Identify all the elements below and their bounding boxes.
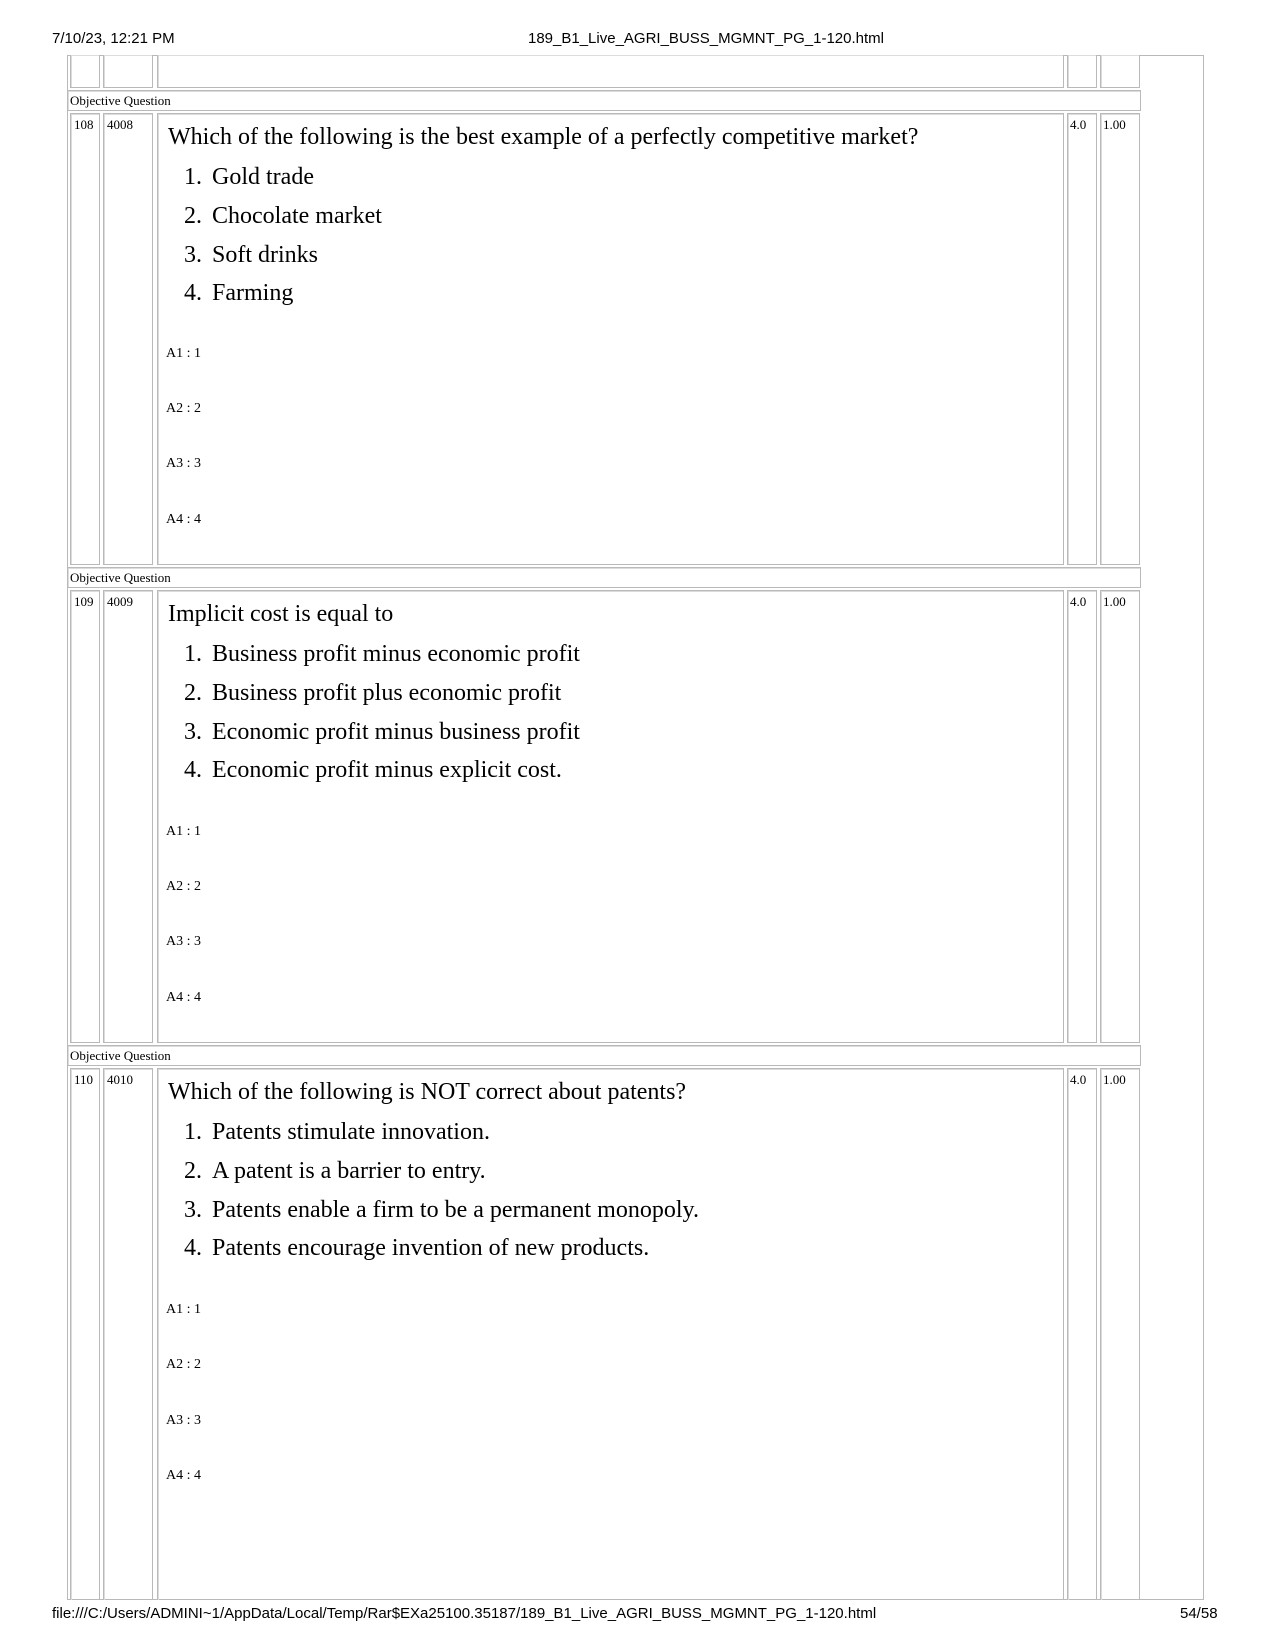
option-number: 1. (184, 1119, 202, 1145)
answer-key: A2 : 2 (166, 879, 201, 894)
question-marks: 4.0 (1070, 1072, 1087, 1087)
question-type-label: Objective Question (70, 93, 171, 108)
question-id: 4010 (107, 1072, 133, 1087)
question-stem: Implicit cost is equal to (168, 601, 394, 627)
print-datetime: 7/10/23, 12:21 PM (52, 30, 175, 47)
answer-key: A3 : 3 (166, 456, 201, 471)
qid-cell (103, 1068, 153, 1600)
option-number: 2. (184, 680, 202, 706)
question-id: 4008 (107, 117, 133, 132)
answer-key: A4 : 4 (166, 1468, 201, 1483)
negative-marks-cell (1100, 1068, 1140, 1600)
question-type-label: Objective Question (70, 1048, 171, 1063)
option-item (168, 757, 562, 784)
negative-marks: 1.00 (1103, 117, 1126, 132)
answer-key: A1 : 1 (166, 346, 201, 361)
option-number: 1. (184, 164, 202, 190)
option-text: Chocolate market (212, 203, 382, 229)
answer-key: A1 : 1 (166, 824, 201, 839)
option-item (168, 1235, 649, 1262)
option-number: 4. (184, 280, 202, 306)
question-marks: 4.0 (1070, 117, 1087, 132)
option-text: Economic profit minus business profit (212, 719, 580, 745)
question-content-cell (157, 590, 1064, 1043)
question-type-row (67, 1045, 1141, 1066)
answer-key: A3 : 3 (166, 1413, 201, 1428)
negative-marks-cell (1100, 113, 1140, 565)
marks-cell (1067, 1068, 1097, 1600)
option-number: 3. (184, 719, 202, 745)
option-item (168, 280, 293, 307)
option-number: 2. (184, 203, 202, 229)
question-content-cell (157, 1068, 1064, 1600)
option-text: Farming (212, 280, 294, 306)
option-text: Patents encourage invention of new products. (212, 1235, 650, 1261)
option-text: Gold trade (212, 164, 314, 190)
option-text: A patent is a barrier to entry. (212, 1158, 486, 1184)
option-item (168, 641, 580, 668)
question-serial: 110 (74, 1072, 94, 1087)
option-item (168, 203, 382, 230)
answer-key: A2 : 2 (166, 401, 201, 416)
option-item (168, 1158, 486, 1185)
answer-key: A2 : 2 (166, 1357, 201, 1372)
option-number: 1. (184, 641, 202, 667)
question-stem: Which of the following is the best example of a perfectly competitive market? (168, 124, 919, 150)
option-text: Soft drinks (212, 242, 319, 268)
question-stem: Which of the following is NOT correct about patents? (168, 1079, 687, 1105)
serial-cell (70, 113, 100, 565)
qid-cell (103, 590, 153, 1043)
answer-key: A4 : 4 (166, 990, 201, 1005)
serial-cell (70, 590, 100, 1043)
question-type-row (67, 90, 1141, 111)
negative-marks: 1.00 (1103, 594, 1126, 609)
print-doc-title: 189_B1_Live_AGRI_BUSS_MGMNT_PG_1-120.html (528, 30, 885, 47)
question-type-label: Objective Question (70, 570, 171, 585)
option-item (168, 680, 561, 707)
marks-cell (1067, 113, 1097, 565)
question-content-cell (157, 113, 1064, 565)
question-id: 4009 (107, 594, 133, 609)
question-type-row (67, 567, 1141, 588)
print-page-count: 54/58 (1180, 1605, 1218, 1622)
negative-marks-cell (1100, 590, 1140, 1043)
answer-key: A4 : 4 (166, 512, 201, 527)
option-text: Business profit minus economic profit (212, 641, 580, 667)
question-marks: 4.0 (1070, 594, 1087, 609)
option-text: Patents stimulate innovation. (212, 1119, 490, 1145)
qid-cell (103, 113, 153, 565)
print-file-path: file:///C:/Users/ADMINI~1/AppData/Local/Temp/Rar$EXa25100.35187/189_B1_Live_AGRI_BUSS_MGMNT_PG_1-120.html (52, 1605, 877, 1622)
option-item (168, 164, 314, 191)
option-text: Economic profit minus explicit cost. (212, 757, 562, 783)
option-text: Business profit plus economic profit (212, 680, 562, 706)
question-serial: 109 (74, 594, 94, 609)
option-number: 3. (184, 242, 202, 268)
answer-key: A3 : 3 (166, 934, 201, 949)
option-item (168, 1197, 699, 1224)
option-text: Patents enable a firm to be a permanent monopoly. (212, 1197, 699, 1223)
option-number: 4. (184, 757, 202, 783)
option-number: 3. (184, 1197, 202, 1223)
option-item (168, 719, 580, 746)
marks-cell (1067, 590, 1097, 1043)
negative-marks: 1.00 (1103, 1072, 1126, 1087)
answer-key: A1 : 1 (166, 1302, 201, 1317)
option-item (168, 1119, 490, 1146)
option-number: 2. (184, 1158, 202, 1184)
question-serial: 108 (74, 117, 94, 132)
option-item (168, 242, 318, 269)
option-number: 4. (184, 1235, 202, 1261)
serial-cell (70, 1068, 100, 1600)
